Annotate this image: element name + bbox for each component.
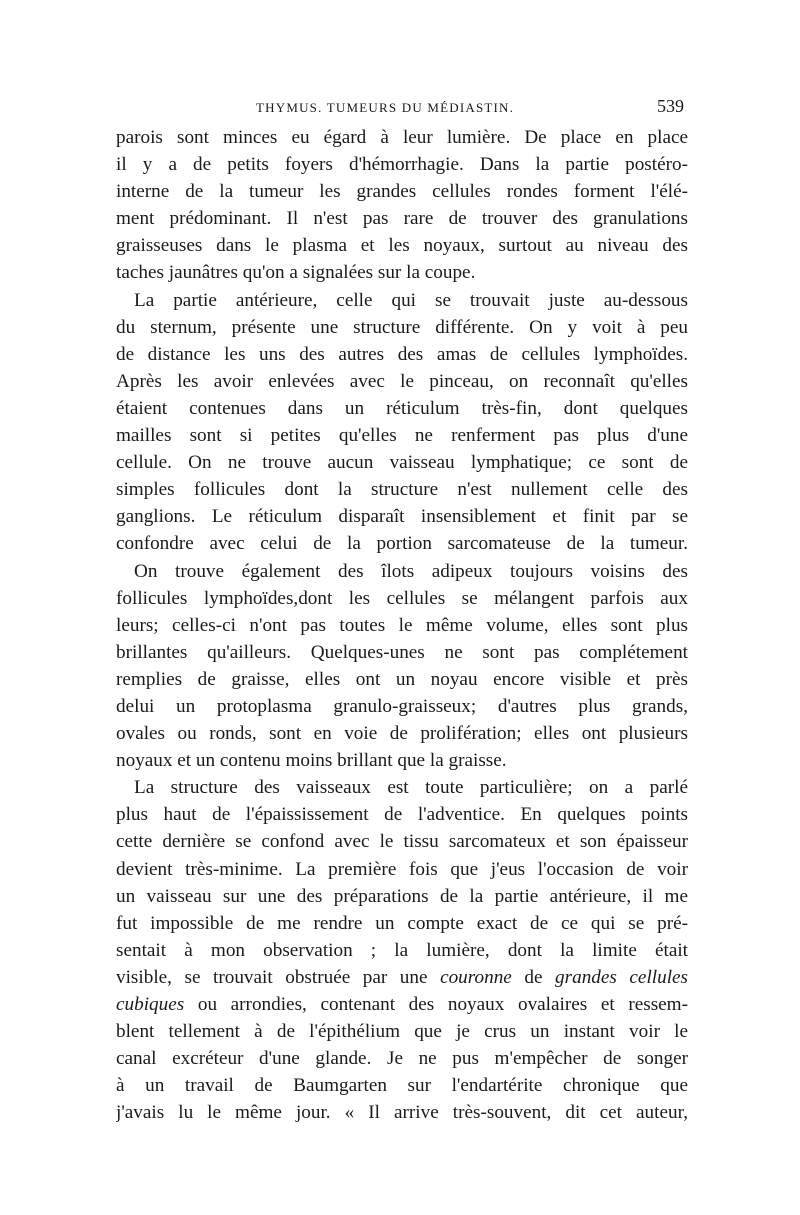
text-line: confondre avec celui de la portion sarcomateuse de la tumeur. xyxy=(116,533,688,555)
text-line: blent tellement à de l'épithélium que je crus un instant voir le xyxy=(116,1021,688,1043)
text-line: du sternum, présente une structure différente. On y voit à peu xyxy=(116,316,688,338)
text-line: mailles sont si petites qu'elles ne renferment pas plus d'une xyxy=(116,425,688,447)
text-line: interne de la tumeur les grandes cellules rondes forment l'élé- xyxy=(116,181,688,203)
text-line: un vaisseau sur une des préparations de la partie antérieure, il me xyxy=(116,885,688,907)
text-line: parois sont minces eu égard à leur lumière. De place en place xyxy=(116,127,688,148)
text-line: leurs; celles-ci n'ont pas toutes le même volume, elles sont plus xyxy=(116,614,688,636)
text-line: La partie antérieure, celle qui se trouvait juste au-dessous xyxy=(134,289,688,311)
text-fragment: de xyxy=(524,966,543,988)
text-line: il y a de petits foyers d'hémorrhagie. Dans la partie postéro- xyxy=(116,154,688,176)
text-line: étaient contenues dans un réticulum très-fin, dont quelques xyxy=(116,397,688,419)
text-line-mixed xyxy=(116,991,688,1018)
running-head xyxy=(118,96,684,118)
running-title: THYMUS. TUMEURS DU MÉDIASTIN. xyxy=(256,100,515,115)
text-line: devient très-minime. La première fois que j'eus l'occasion de voir xyxy=(116,858,688,880)
text-line: On trouve également des îlots adipeux toujours voisins des xyxy=(134,560,688,582)
text-line: de distance les uns des autres des amas de cellules lymphoïdes. xyxy=(116,343,688,365)
text-line: sentait à mon observation ; la lumière, dont la limite était xyxy=(116,939,688,961)
italic-term: grandes cellules xyxy=(555,966,688,988)
text-line: canal excréteur d'une glande. Je ne pus m'empêcher de songer xyxy=(116,1048,688,1070)
text-line: j'avais lu le même jour. « Il arrive très-souvent, dit cet auteur, xyxy=(116,1102,688,1124)
text-line: graisseuses dans le plasma et les noyaux, surtout au niveau des xyxy=(116,235,688,257)
text-line: La structure des vaisseaux est toute particulière; on a parlé xyxy=(134,777,688,799)
italic-term: couronne xyxy=(440,966,512,988)
text-line: cette dernière se confond avec le tissu sarcomateux et son épaisseur xyxy=(116,831,688,853)
text-line: cellule. On ne trouve aucun vaisseau lymphatique; ce sont de xyxy=(116,452,688,474)
page-number: 539 xyxy=(657,96,684,116)
text-line: noyaux et un contenu moins brillant que la graisse. xyxy=(116,750,507,772)
italic-term: cubiques xyxy=(116,994,185,1015)
text-line-mixed xyxy=(116,964,688,991)
text-line: plus haut de l'épaississement de l'adventice. En quelques points xyxy=(116,804,688,826)
text-line: fut impossible de me rendre un compte exact de ce qui se pré- xyxy=(116,912,688,934)
text-fragment: ou arrondies, contenant des noyaux ovalaires et ressem- xyxy=(197,994,688,1015)
text-line: ovales ou ronds, sont en voie de prolifération; elles ont plusieurs xyxy=(116,723,688,745)
text-line: à un travail de Baumgarten sur l'endartérite chronique que xyxy=(116,1075,688,1097)
text-line: simples follicules dont la structure n'est nullement celle des xyxy=(116,479,688,501)
text-line: taches jaunâtres qu'on a signalées sur la coupe. xyxy=(116,262,476,284)
text-line: ganglions. Le réticulum disparaît insensiblement et finit par se xyxy=(116,506,688,528)
text-fragment: visible, se trouvait obstruée par une xyxy=(116,966,428,988)
text-line: ment prédominant. Il n'est pas rare de trouver des granulations xyxy=(116,208,688,230)
body-text xyxy=(116,124,688,1126)
text-line: brillantes qu'ailleurs. Quelques-unes ne sont pas complétement xyxy=(116,641,688,663)
text-line: Après les avoir enlevées avec le pinceau, on reconnaît qu'elles xyxy=(116,370,688,392)
text-line: delui un protoplasma granulo-graisseux; d'autres plus grands, xyxy=(116,695,688,717)
text-line: remplies de graisse, elles ont un noyau encore visible et près xyxy=(116,668,688,690)
text-line: follicules lymphoïdes,dont les cellules se mélangent parfois aux xyxy=(116,587,688,609)
